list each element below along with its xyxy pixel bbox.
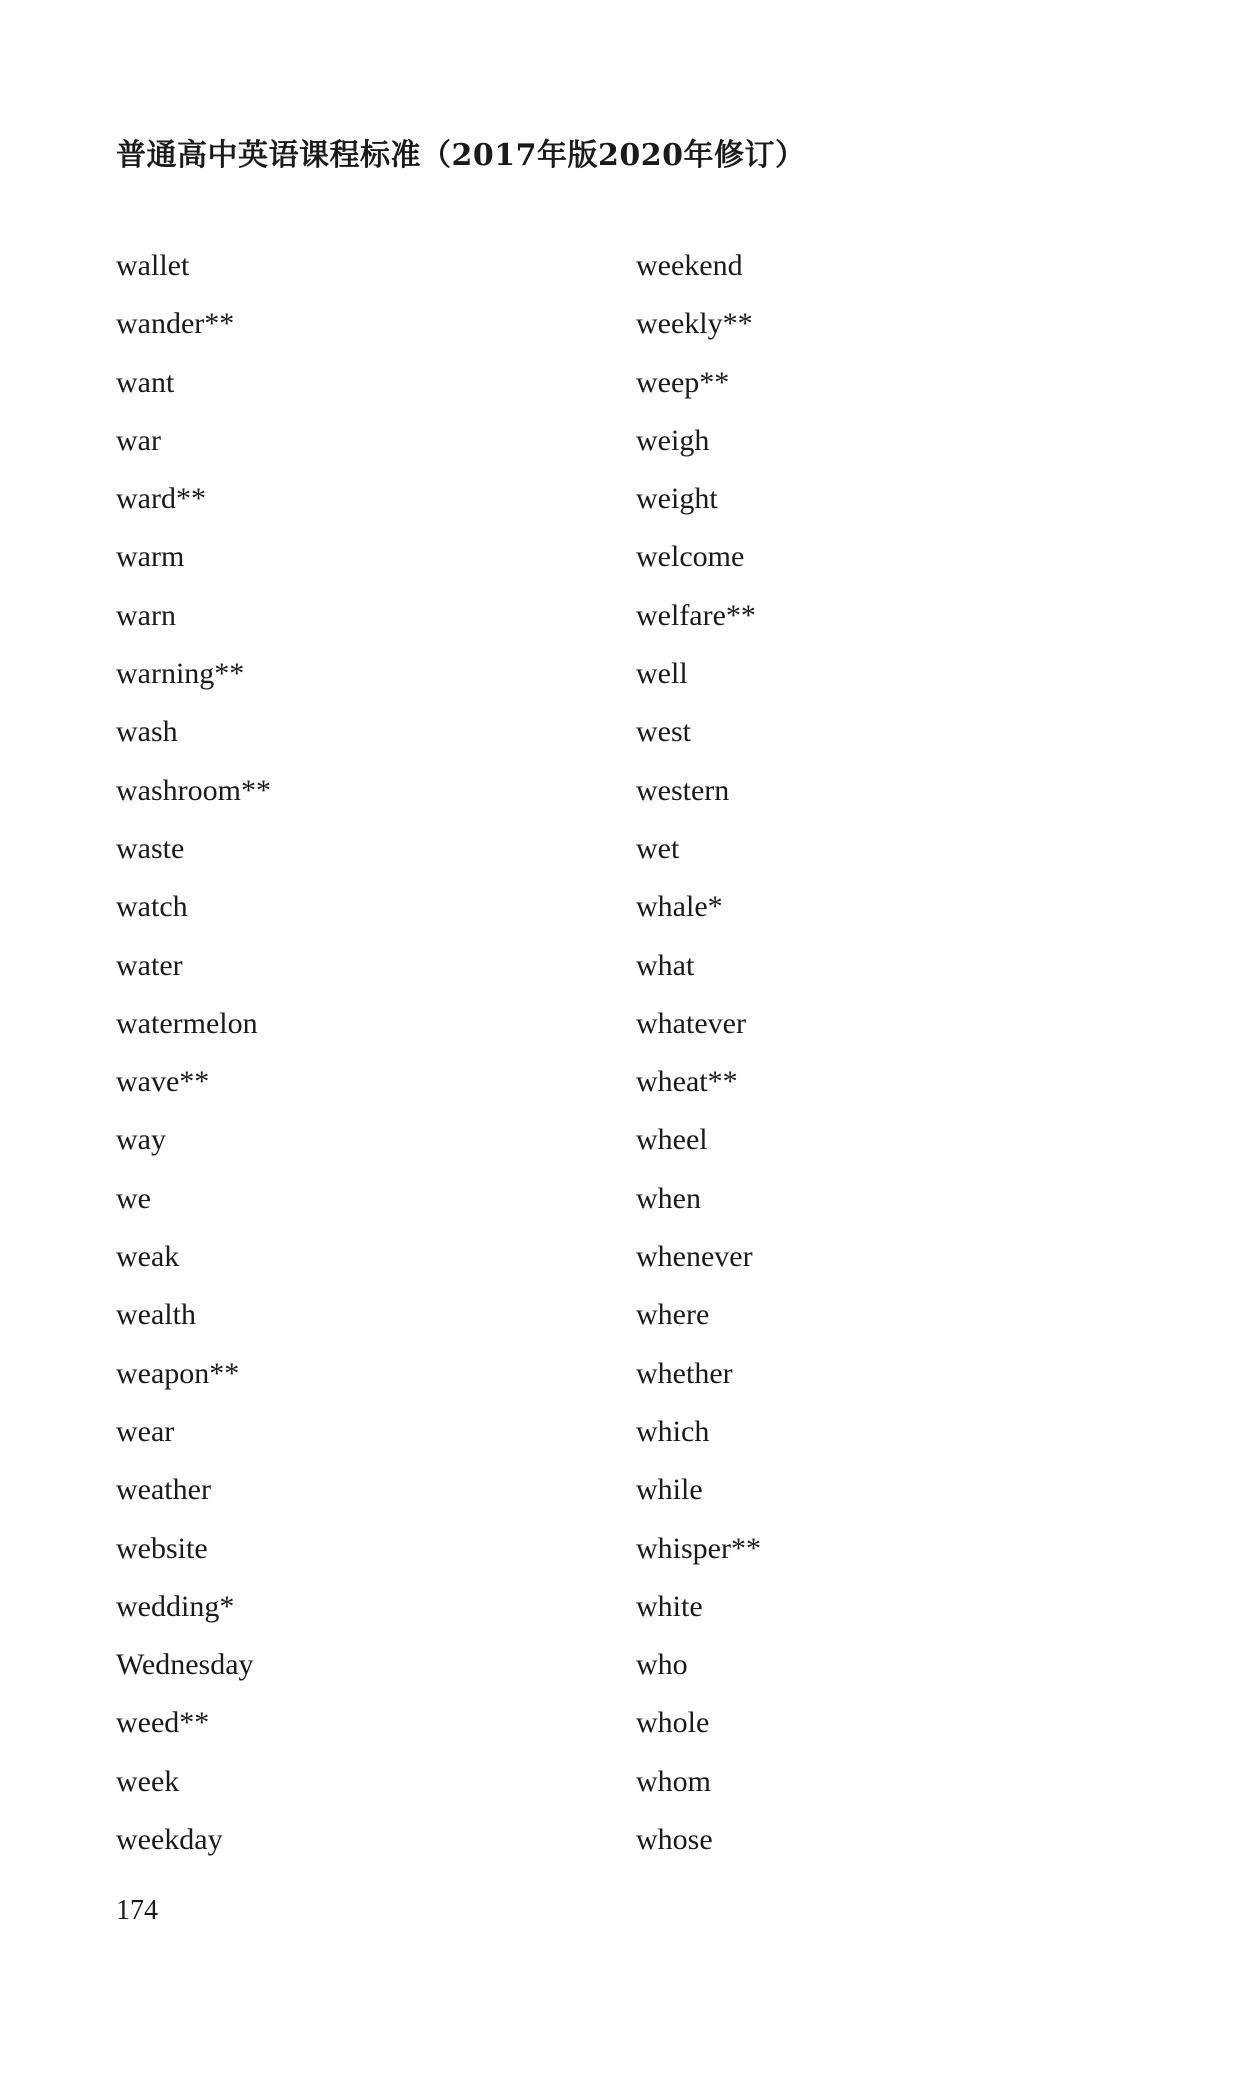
vocabulary-word: weep**	[636, 365, 730, 399]
vocabulary-word: wear	[116, 1414, 175, 1448]
vocabulary-word: we	[116, 1181, 151, 1215]
vocabulary-word: weed**	[116, 1706, 210, 1740]
vocabulary-word: western	[636, 773, 730, 807]
vocabulary-word: whenever	[636, 1240, 753, 1274]
vocabulary-word: website	[116, 1531, 208, 1565]
vocabulary-word: weekend	[636, 249, 743, 282]
vocabulary-word: warn	[116, 598, 176, 632]
vocabulary-word: whom	[636, 1764, 711, 1798]
vocabulary-word: warm	[116, 540, 185, 574]
vocabulary-word: whatever	[636, 1006, 746, 1040]
vocabulary-word: what	[636, 948, 695, 982]
vocabulary-word: weapon**	[116, 1356, 240, 1390]
vocabulary-word: white	[636, 1589, 703, 1623]
vocabulary-column-right	[636, 237, 761, 1869]
vocabulary-word: wallet	[116, 249, 190, 282]
vocabulary-word: watermelon	[116, 1006, 258, 1040]
vocabulary-word: wave**	[116, 1065, 210, 1099]
vocabulary-word: which	[636, 1414, 710, 1448]
vocabulary-word: welcome	[636, 540, 745, 574]
vocabulary-word: weight	[636, 482, 718, 516]
vocabulary-word: waste	[116, 831, 185, 865]
vocabulary-word: washroom**	[116, 773, 271, 807]
vocabulary-word: whale*	[636, 890, 723, 924]
vocabulary-word: weekly**	[636, 307, 753, 341]
vocabulary-word: wedding*	[116, 1589, 235, 1623]
vocabulary-word: week	[116, 1764, 180, 1798]
vocabulary-word: wealth	[116, 1298, 196, 1332]
vocabulary-word: weekday	[116, 1823, 223, 1857]
vocabulary-word: whole	[636, 1706, 710, 1740]
vocabulary-word: Wednesday	[116, 1648, 254, 1682]
vocabulary-word: who	[636, 1648, 688, 1682]
vocabulary-word: well	[636, 657, 688, 691]
vocabulary-word: wander**	[116, 307, 235, 341]
vocabulary-word: watch	[116, 890, 188, 924]
vocabulary-word: where	[636, 1298, 710, 1332]
vocabulary-word: want	[116, 365, 175, 399]
vocabulary-word: whether	[636, 1356, 733, 1390]
vocabulary-word: wet	[636, 831, 680, 865]
vocabulary-word: wash	[116, 715, 178, 749]
vocabulary-word: whisper**	[636, 1531, 761, 1565]
vocabulary-word: water	[116, 948, 183, 982]
vocabulary-word: welfare**	[636, 598, 756, 632]
vocabulary-word: war	[116, 423, 161, 457]
vocabulary-word: whose	[636, 1823, 713, 1857]
vocabulary-word: weak	[116, 1240, 180, 1274]
vocabulary-column-left	[116, 237, 271, 1869]
vocabulary-word: wheat**	[636, 1065, 738, 1099]
vocabulary-word: warning**	[116, 657, 245, 691]
vocabulary-word: weigh	[636, 423, 710, 457]
vocabulary-word: ward**	[116, 482, 206, 516]
vocabulary-word: while	[636, 1473, 703, 1507]
page-header-title: 普通高中英语课程标准（2017年版2020年修订）	[116, 138, 806, 173]
vocabulary-word: when	[636, 1181, 701, 1215]
vocabulary-word: weather	[116, 1473, 211, 1507]
vocabulary-word: west	[636, 715, 691, 749]
page-number: 174	[116, 1895, 158, 1926]
vocabulary-word: way	[116, 1123, 166, 1157]
vocabulary-word: wheel	[636, 1123, 708, 1157]
